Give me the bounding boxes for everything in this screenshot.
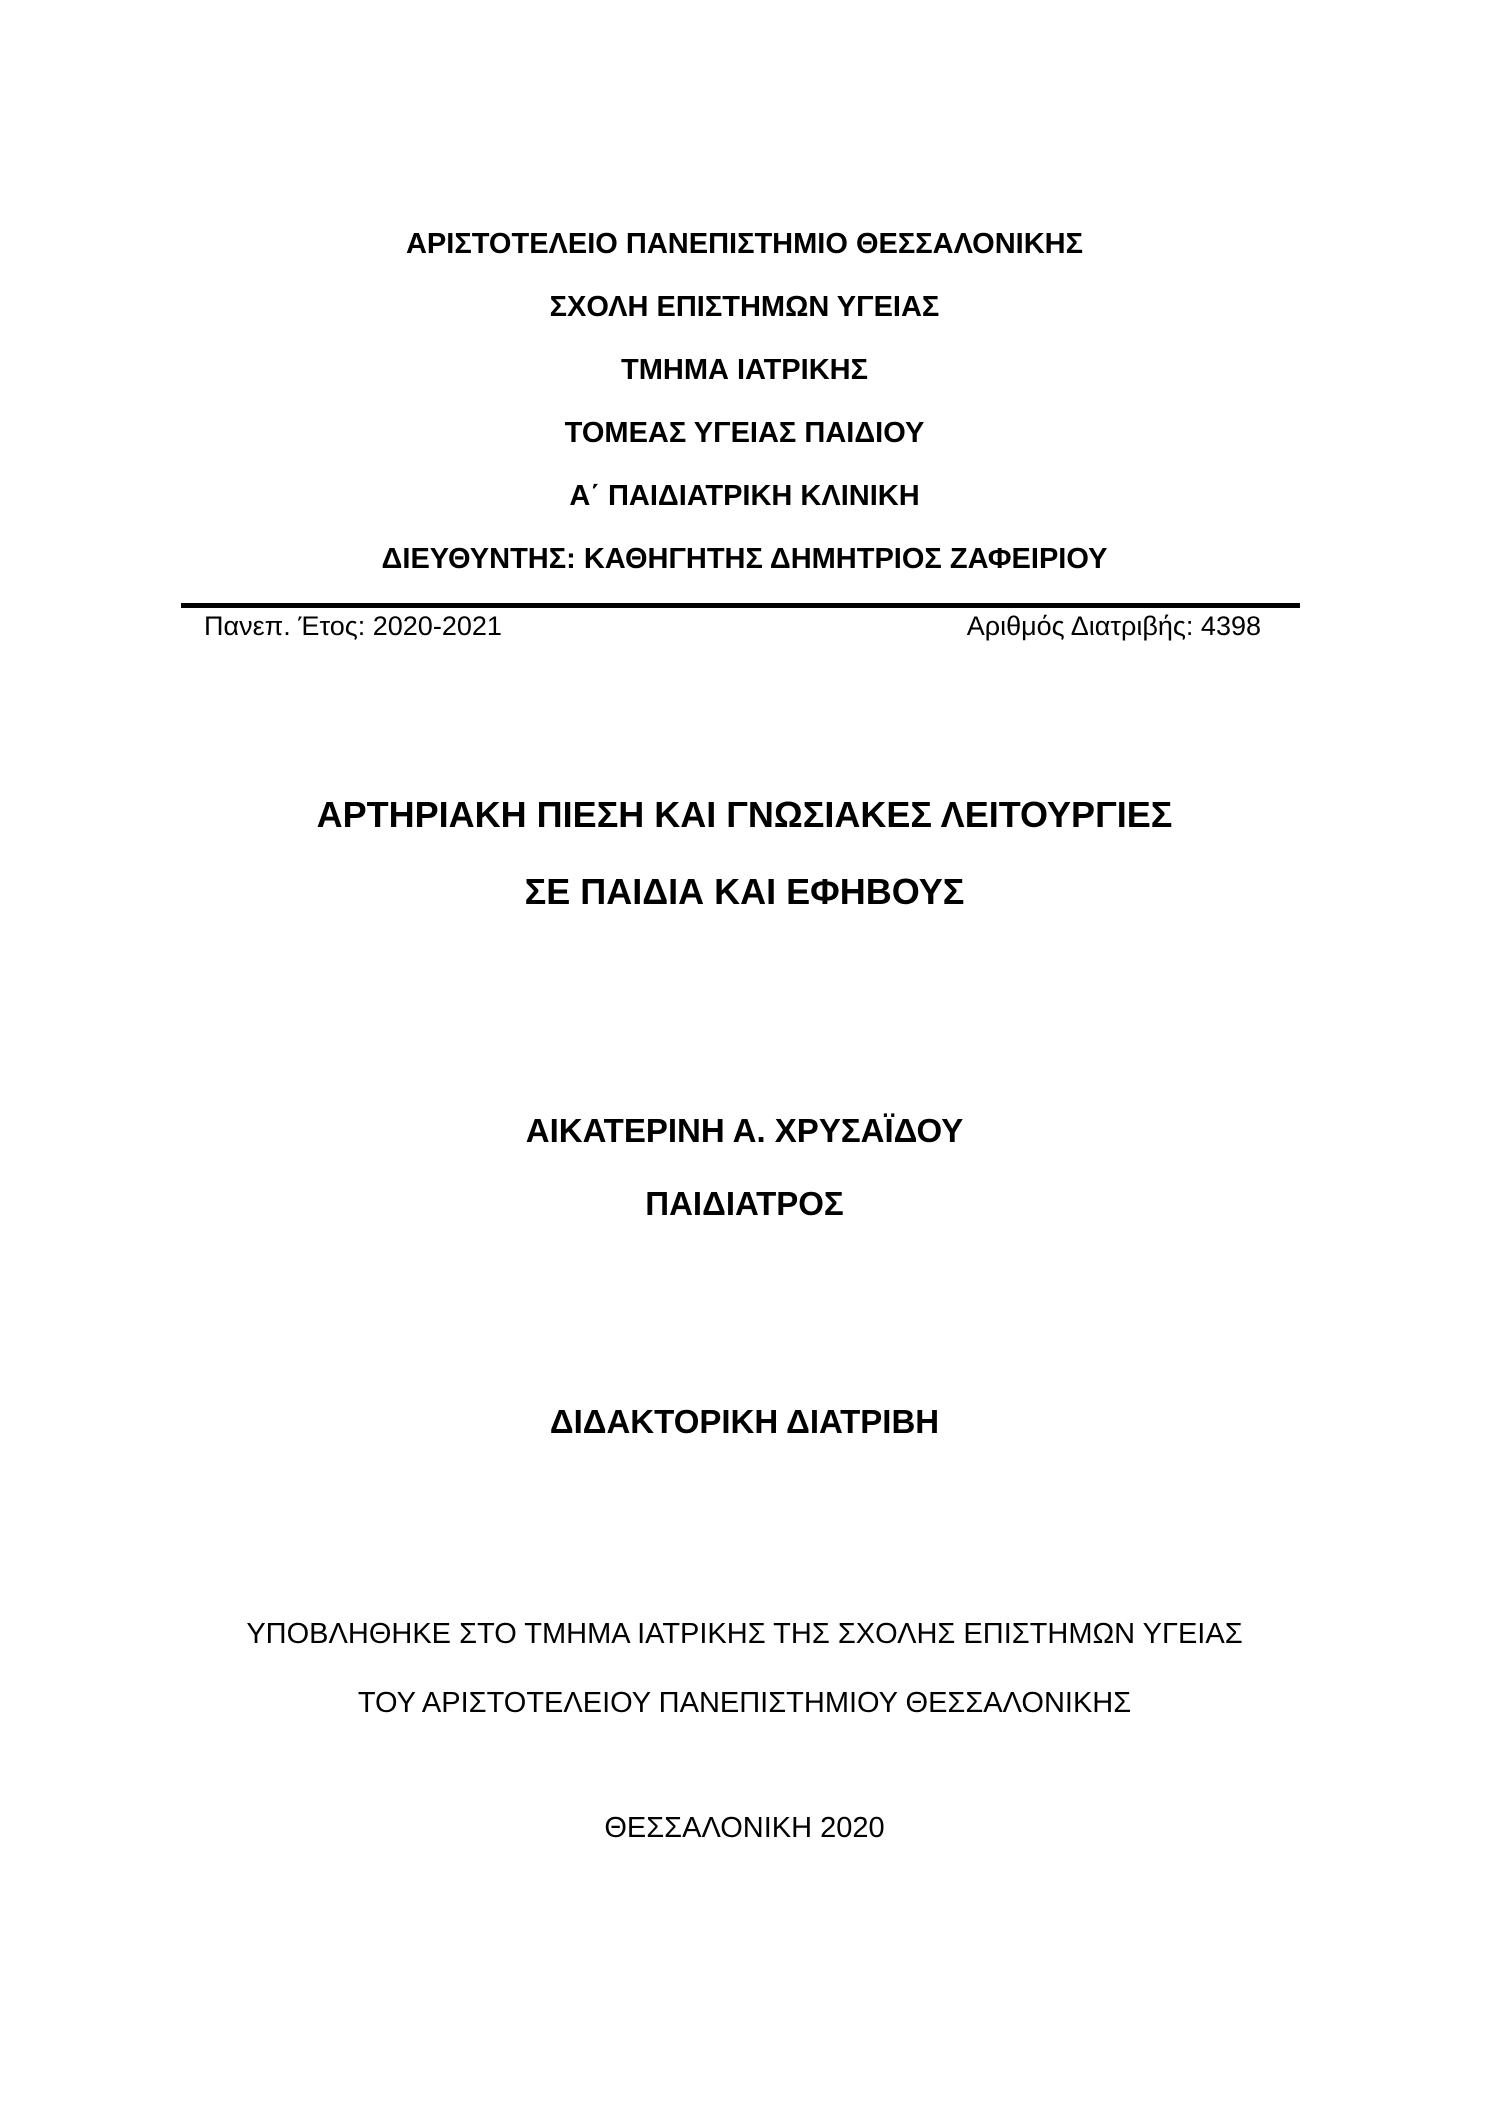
document-type: ΔΙΔΑΚΤΟΡΙΚΗ ΔΙΑΤΡΙΒΗ [549,1403,940,1440]
sector-name: ΤΟΜΕΑΣ ΥΓΕΙΑΣ ΠΑΙΔΙΟΥ [564,417,925,449]
header-divider [181,603,1300,608]
submission-line-2: ΤΟΥ ΑΡΙΣΤΟΤΕΛΕΙΟΥ ΠΑΝΕΠΙΣΤΗΜΙΟΥ ΘΕΣΣΑΛΟΝΙΚΗΣ [357,1687,1132,1719]
department-name: ΤΜΗΜΑ ΙΑΤΡΙΚΗΣ [621,354,868,386]
academic-year: Πανεπ. Έτος: 2020-2021 [204,611,502,641]
author-name: ΑΙΚΑΤΕΡΙΝΗ Α. ΧΡΥΣΑΪΔΟΥ [525,1112,964,1149]
director-line: ΔΙΕΥΘΥΝΤΗΣ: ΚΑΘΗΓΗΤΗΣ ΔΗΜΗΤΡΙΟΣ ΖΑΦΕΙΡΙΟΥ [381,543,1108,575]
author-profession: ΠΑΙΔΙΑΤΡΟΣ [645,1185,844,1222]
university-name: ΑΡΙΣΤΟΤΕΛΕΙΟ ΠΑΝΕΠΙΣΤΗΜΙΟ ΘΕΣΣΑΛΟΝΙΚΗΣ [405,228,1084,260]
place-year: ΘΕΣΣΑΛΟΝΙΚΗ 2020 [604,1812,885,1844]
school-name: ΣΧΟΛΗ ΕΠΙΣΤΗΜΩΝ ΥΓΕΙΑΣ [549,291,940,323]
thesis-number: Αριθμός Διατριβής: 4398 [966,611,1261,641]
submission-line-1: ΥΠΟΒΛΗΘΗΚΕ ΣΤΟ ΤΜΗΜΑ ΙΑΤΡΙΚΗΣ ΤΗΣ ΣΧΟΛΗΣ ΕΠΙΣΤΗΜΩΝ ΥΓΕΙΑΣ [246,1618,1243,1650]
thesis-title-line-2: ΣΕ ΠΑΙΔΙΑ ΚΑΙ ΕΦΗΒΟΥΣ [524,871,965,912]
clinic-name: Α΄ ΠΑΙΔΙΑΤΡΙΚΗ ΚΛΙΝΙΚΗ [569,480,920,512]
thesis-title-line-1: ΑΡΤΗΡΙΑΚΗ ΠΙΕΣΗ ΚΑΙ ΓΝΩΣΙΑΚΕΣ ΛΕΙΤΟΥΡΓΙΕΣ [316,794,1173,835]
